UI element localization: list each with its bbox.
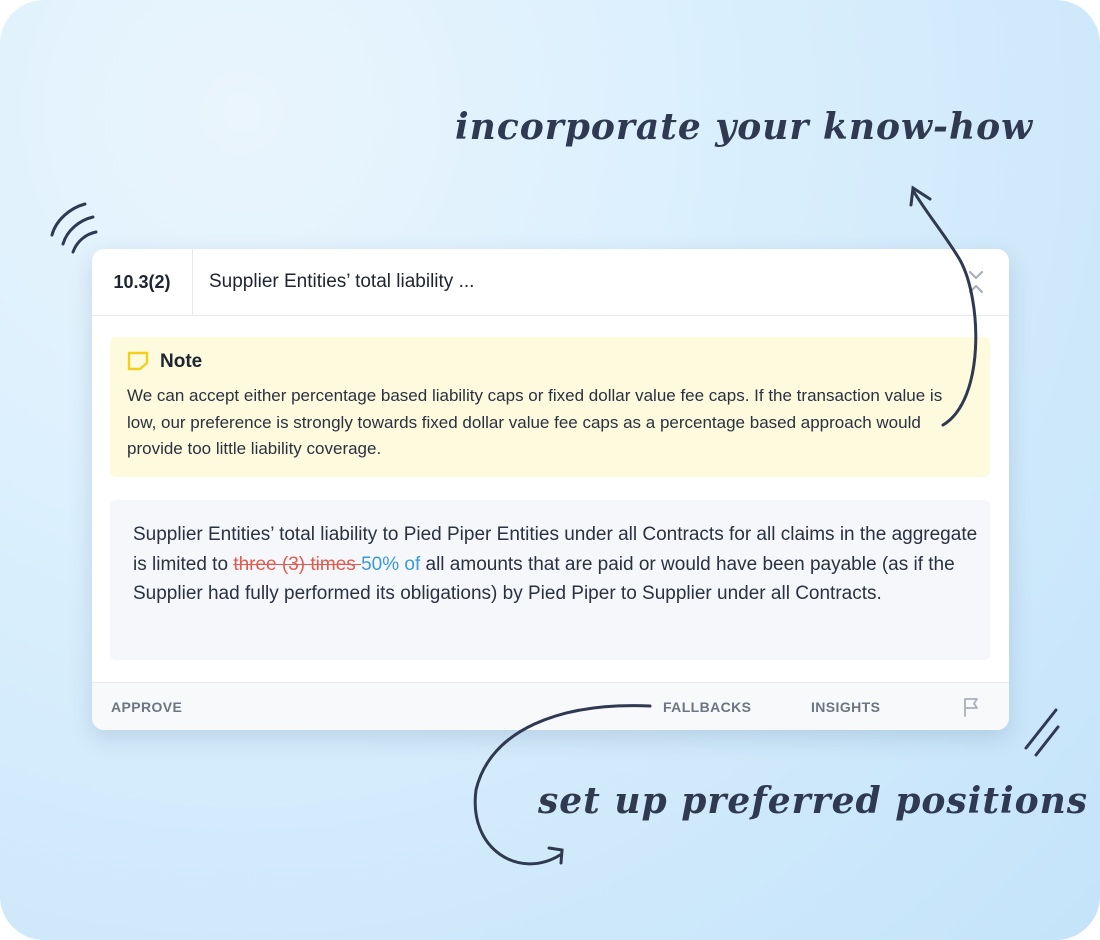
slash-stroke-icon (1036, 727, 1058, 755)
headline-preferred-positions: set up preferred positions (538, 780, 1089, 822)
slash-stroke-icon (1026, 710, 1056, 748)
signal-arc-icon (52, 204, 85, 235)
flag-button[interactable] (960, 696, 982, 718)
flag-icon (960, 696, 982, 718)
deleted-text: three (3) times (233, 553, 362, 575)
clause-text (133, 520, 978, 609)
fallbacks-button[interactable]: FALLBACKS (663, 699, 752, 715)
clause-header[interactable] (92, 249, 1009, 316)
clause-body (110, 500, 990, 660)
clause-text-before: Supplier Entities’ total liability to Pied Piper Entities under all Contracts for all claims in the aggregate is limited to (133, 524, 978, 575)
note-panel (110, 337, 990, 477)
card-footer (92, 682, 1009, 730)
insights-button[interactable]: INSIGHTS (811, 699, 881, 715)
arrowhead-icon (911, 188, 930, 205)
clause-text-after: all amounts that are paid or would have been payable (as if the Supplier had fully performed its obligations) by Pied Piper to Supplier under all Contracts. (133, 553, 955, 604)
collapse-button[interactable] (965, 269, 987, 295)
arrowhead-icon (549, 848, 562, 863)
signal-arc-icon (63, 217, 93, 244)
clause-card (92, 249, 1009, 730)
clause-title: Supplier Entities’ total liability ... (209, 271, 475, 292)
inserted-text: 50% of (361, 553, 421, 575)
note-icon (126, 351, 150, 371)
clause-number: 10.3(2) (92, 249, 193, 315)
headline-know-how: incorporate your know-how (455, 106, 1034, 148)
approve-button[interactable]: APPROVE (111, 699, 183, 715)
chevrons-collapse-icon (965, 269, 987, 295)
note-title: Note (160, 351, 203, 372)
note-text: We can accept either percentage based liability caps or fixed dollar value fee caps. If the transaction value is low, our preference is strongly towards fixed dollar value fee caps as a percentage based approach would provide too little liability coverage. (127, 386, 943, 458)
